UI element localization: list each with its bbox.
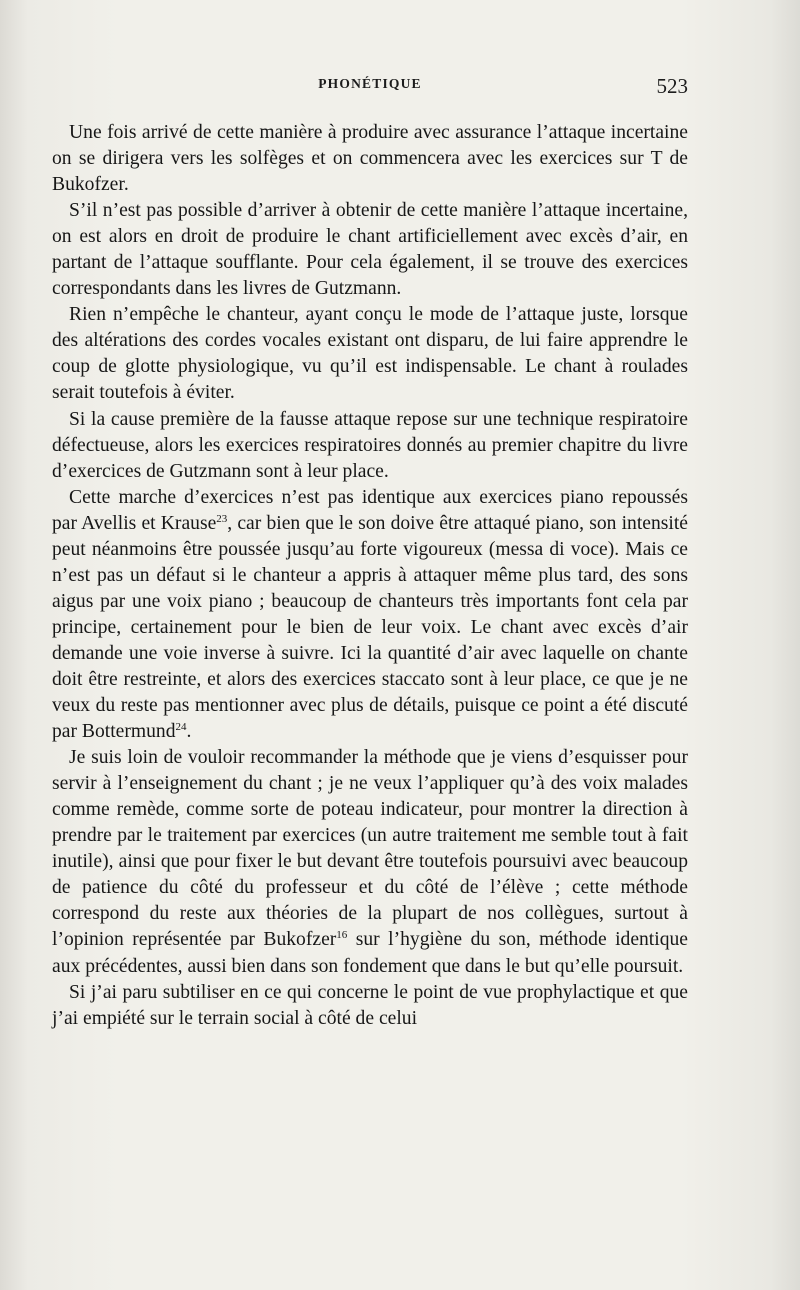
paragraph	[52, 485, 688, 745]
paragraph: Une fois arrivé de cette manière à produire avec assurance l’attaque incertaine on se dirigera vers les solfèges et on commencera avec les exercices sur T de Bukofzer.	[52, 122, 688, 196]
footnote-ref: 23	[216, 512, 228, 525]
body-text	[52, 120, 688, 1032]
paragraph-text: , car bien que le son doive être attaqué piano, son intensité peut néanmoins être poussée jusqu’au forte vigoureux (messa di voce). Mais ce n’est pas un défaut si le chanteur a appris à attaquer même plus tard, des sons aigus par une voix piano ; beaucoup de chanteurs très importants font cela par principe, certainement pour le bien de leur voix. Le chant avec excès d’air demande une voie inverse à suivre. Ici la quantité d’air avec laquelle on chante doit être restreinte, et alors des exercices staccato sont à leur place, ce que je ne veux du reste pas mentionner avec plus de détails, puisque ce point a été discuté par Bottermund	[52, 512, 688, 743]
footnote-ref: 16	[336, 929, 348, 942]
paragraph-text: .	[186, 721, 192, 743]
page-number: 523	[656, 74, 688, 98]
paragraph-text: sur l’hygiène du son, méthode identique aux précédentes, aussi bien dans son fondement que dans le but qu’elle poursuit.	[52, 929, 688, 977]
paragraph: Si j’ai paru subtiliser en ce qui concerne le point de vue prophylactique et que j’ai empiété sur le terrain social à côté de celui	[52, 981, 688, 1029]
paragraph: Si la cause première de la fausse attaque repose sur une technique respiratoire défectueuse, alors les exercices respiratoires donnés au premier chapitre du livre d’exercices de Gutzmann sont à leur place.	[52, 408, 688, 482]
paragraph	[52, 745, 688, 979]
paragraph-text: Cette marche d’exercices n’est pas identique aux exercices piano repoussés par Avellis et Krause	[52, 486, 688, 534]
paragraph: Rien n’empêche le chanteur, ayant conçu le mode de l’attaque juste, lorsque des altérations des cordes vocales existant ont disparu, de lui faire apprendre le coup de glotte physiologique, vu qu’il est indispensable. Le chant à roulades serait toutefois à éviter.	[52, 304, 688, 404]
paragraph-text: Je suis loin de vouloir recommander la méthode que je viens d’esquisser pour servir à l’enseignement du chant ; je ne veux l’appliquer qu’à des voix malades comme remède, comme sorte de poteau indicateur, pour montrer la direction à prendre par le traitement par exercices (un autre traitement me semble tout à fait inutile), ainsi que pour fixer le but devant être toutefois poursuivi avec beaucoup de patience du côté du professeur et du côté de l’élève ; cette méthode correspond du reste aux théories de la plupart de nos collègues, surtout à l’opinion représentée par Bukofzer	[52, 747, 688, 951]
paragraph: S’il n’est pas possible d’arriver à obtenir de cette manière l’attaque incertaine, on est alors en droit de produire le chant artificiellement avec excès d’air, en partant de l’attaque soufflante. Pour cela également, il se trouve des exercices correspondants dans les livres de Gutzmann.	[52, 200, 688, 300]
running-title: PHONÉTIQUE	[318, 76, 422, 91]
footnote-ref: 24	[175, 721, 187, 734]
page-header	[52, 74, 688, 102]
